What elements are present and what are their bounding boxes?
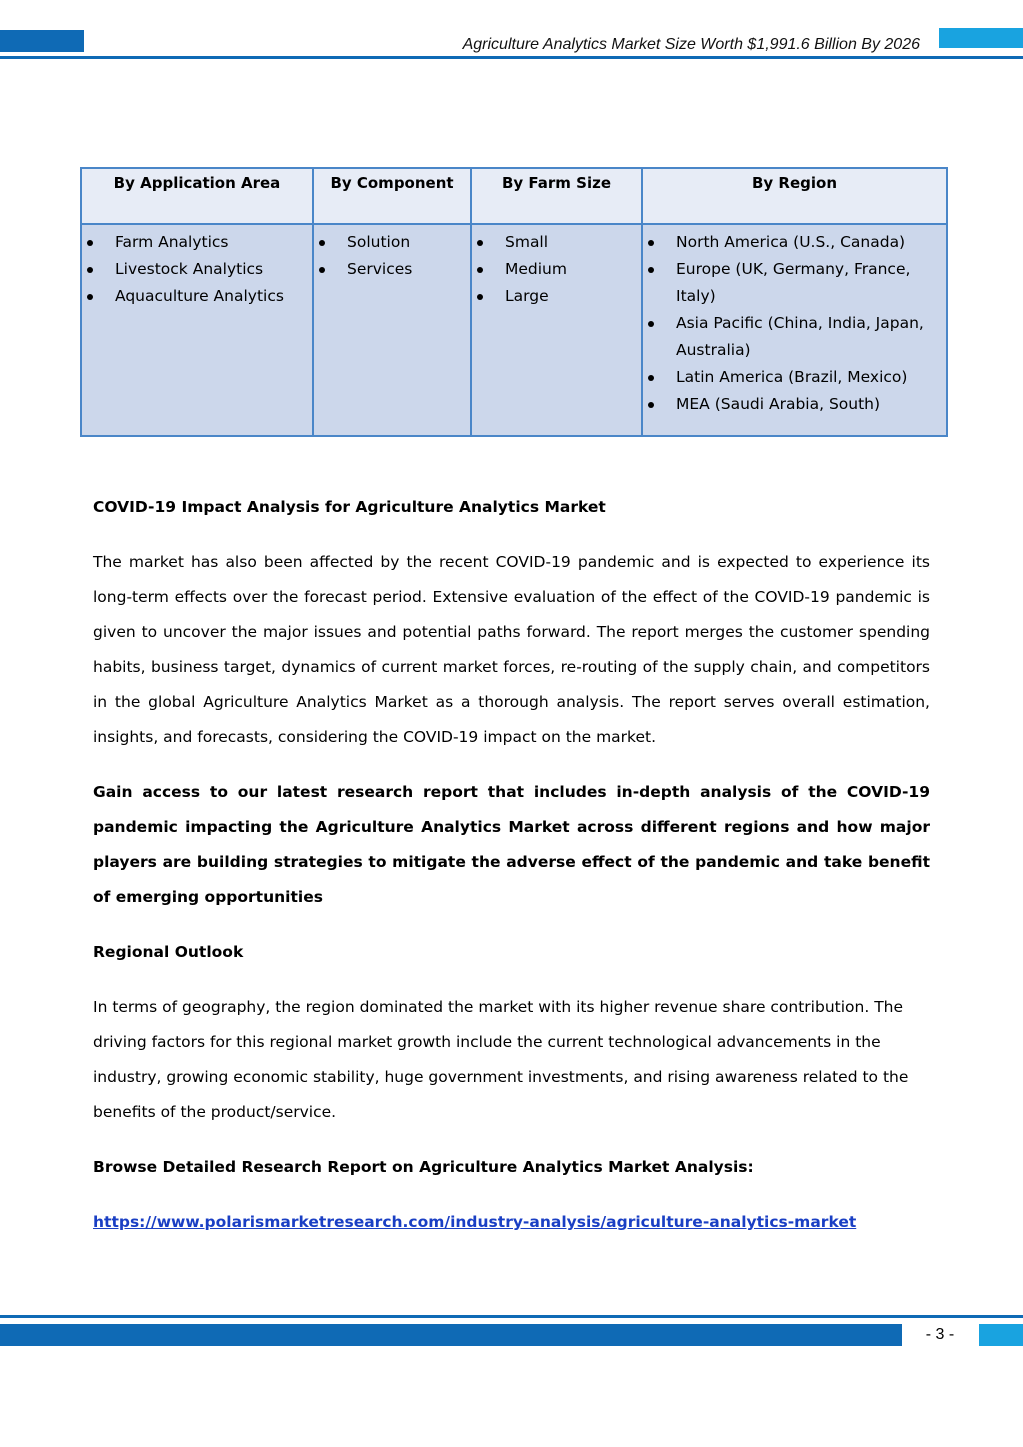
cell-component	[313, 224, 471, 436]
report-link[interactable]: https://www.polarismarketresearch.com/industry-analysis/agriculture-analytics-market	[93, 1213, 857, 1231]
list-item: Farm Analytics	[115, 229, 308, 256]
header-farm-size: By Farm Size	[471, 168, 642, 224]
table-row	[81, 224, 947, 436]
header-component: By Component	[313, 168, 471, 224]
covid-heading: COVID-19 Impact Analysis for Agriculture Analytics Market	[93, 498, 606, 516]
covid-cta: Gain access to our latest research report that includes in-depth analysis of the COVID-19 pandemic impacting the Agriculture Analytics Market across different regions and how major players are building strategies to mitigate the adverse effect of the pandemic and take benefit of emerging opportunities	[93, 783, 930, 906]
list-item: North America (U.S., Canada)	[676, 229, 942, 256]
list-item: Europe (UK, Germany, France, Italy)	[676, 256, 942, 310]
cell-application-area	[81, 224, 313, 436]
cell-region	[642, 224, 947, 436]
list-item: Large	[505, 283, 637, 310]
list-item: Small	[505, 229, 637, 256]
table-header-row	[81, 168, 947, 224]
header-application-area: By Application Area	[81, 168, 313, 224]
header-accent-left	[0, 30, 84, 52]
browse-heading: Browse Detailed Research Report on Agriculture Analytics Market Analysis:	[93, 1158, 754, 1176]
page-number: - 3 -	[925, 1326, 955, 1343]
header-region: By Region	[642, 168, 947, 224]
main-content	[93, 490, 930, 1240]
header-title: Agriculture Analytics Market Size Worth $1,991.6 Billion By 2026	[462, 36, 920, 53]
list-item: Latin America (Brazil, Mexico)	[676, 364, 942, 391]
covid-paragraph: The market has also been affected by the recent COVID-19 pandemic and is expected to experience its long-term effects over the forecast period. Extensive evaluation of the effect of the COVID-19 pandemic is given to uncover the major issues and potential paths forward. The report merges the customer spending habits, business target, dynamics of current market forces, re-routing of the supply chain, and competitors in the global Agriculture Analytics Market as a thorough analysis. The report serves overall estimation, insights, and forecasts, considering the COVID-19 impact on the market.	[93, 553, 930, 746]
header-accent-right	[939, 28, 1023, 48]
list-item: Asia Pacific (China, India, Japan, Australia)	[676, 310, 942, 364]
list-item: Livestock Analytics	[115, 256, 308, 283]
regional-heading: Regional Outlook	[93, 943, 244, 961]
list-item: Medium	[505, 256, 637, 283]
list-item: MEA (Saudi Arabia, South)	[676, 391, 942, 418]
footer-accent-bar	[0, 1324, 902, 1346]
regional-paragraph: In terms of geography, the region dominated the market with its higher revenue share contribution. The driving factors for this regional market growth include the current technological advancements in the industry, growing economic stability, huge government investments, and rising awareness related to the benefits of the product/service.	[93, 998, 909, 1121]
footer-accent-right	[979, 1324, 1023, 1346]
footer-rule	[0, 1315, 1023, 1318]
list-item: Aquaculture Analytics	[115, 283, 308, 310]
segmentation-table	[80, 167, 948, 437]
list-item: Solution	[347, 229, 466, 256]
header-rule	[0, 56, 1023, 59]
cell-farm-size	[471, 224, 642, 436]
list-item: Services	[347, 256, 466, 283]
